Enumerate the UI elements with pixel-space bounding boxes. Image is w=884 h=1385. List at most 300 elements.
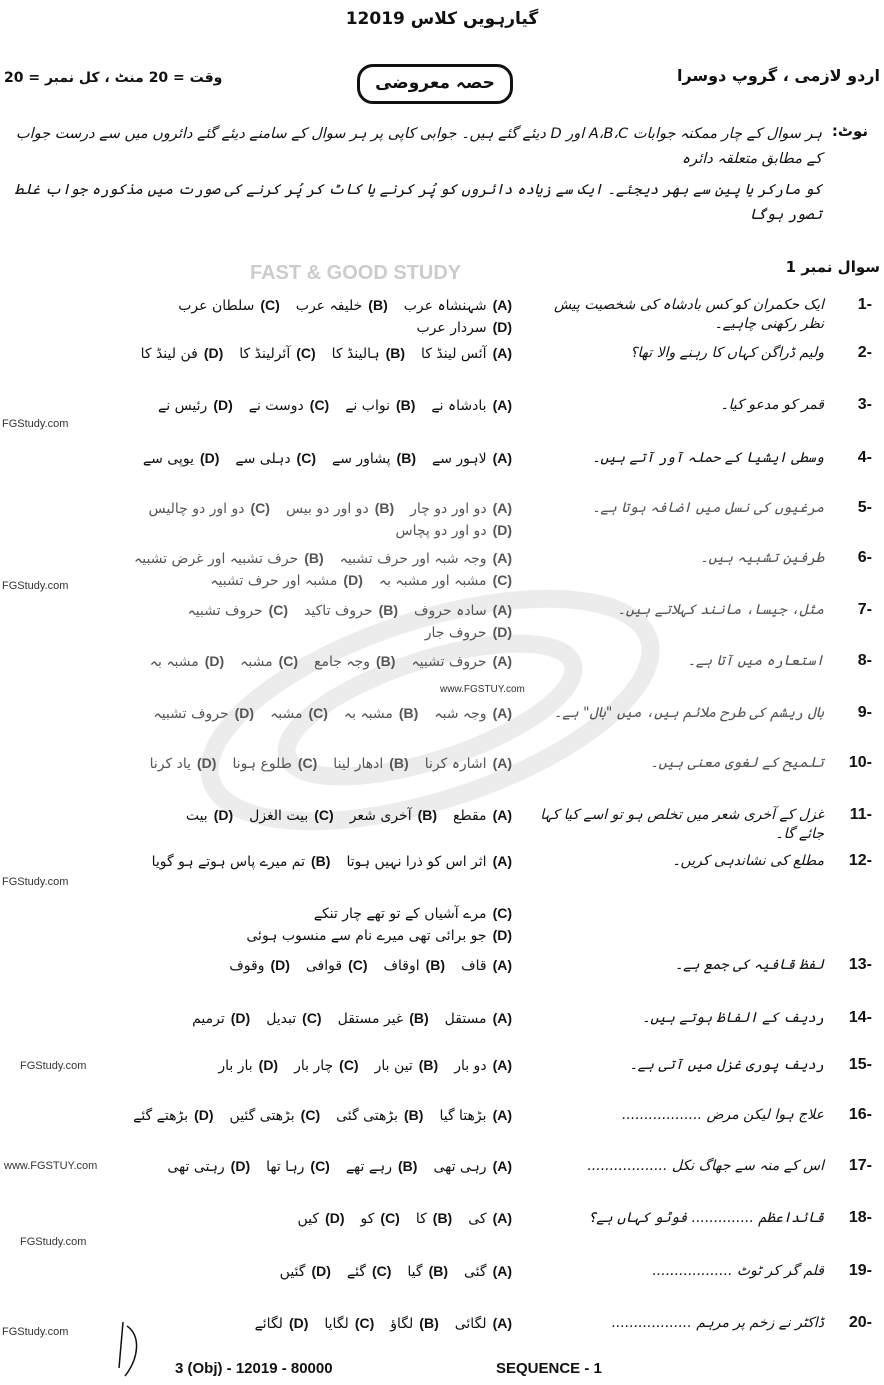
- option-label: (D): [492, 319, 512, 335]
- answer-option[interactable]: [232, 754, 317, 774]
- question-number: 5-: [857, 499, 872, 516]
- option-label: (D): [197, 755, 217, 771]
- answer-option[interactable]: [134, 549, 324, 569]
- option-label: (C): [300, 1107, 321, 1123]
- option-label: (B): [395, 397, 416, 413]
- option-text: وقوف: [229, 958, 265, 974]
- answer-option[interactable]: [298, 1209, 345, 1229]
- option-label: (A): [492, 1010, 512, 1026]
- note-block: [4, 122, 822, 228]
- question-text: ردیف پوری غزل میں آتی ہے۔: [629, 1057, 824, 1073]
- watermark-text: FGStudy.com: [2, 580, 69, 592]
- option-label: (A): [492, 345, 512, 361]
- answer-option[interactable]: [229, 956, 290, 976]
- question-heading: سوال نمبر 1: [785, 258, 880, 276]
- answer-option[interactable]: [346, 1157, 418, 1177]
- time-marks: وقت = 20 منٹ ، کل نمبر = 20: [4, 70, 223, 86]
- option-label: (B): [368, 297, 388, 313]
- page-title: گیارہویں کلاس 12019: [345, 9, 539, 29]
- option-label: (D): [194, 1107, 214, 1123]
- answer-option[interactable]: [266, 1009, 321, 1029]
- question-text: اس کے منہ سے جھاگ نکل ..................: [587, 1158, 824, 1174]
- answer-option[interactable]: [345, 396, 415, 416]
- answer-option[interactable]: [414, 601, 512, 621]
- options-group: [110, 549, 512, 591]
- option-text: چار بار: [294, 1058, 334, 1074]
- answer-option[interactable]: [332, 449, 416, 469]
- answer-option[interactable]: [340, 549, 512, 569]
- option-label: (D): [203, 345, 224, 361]
- option-text: بیت: [185, 808, 208, 824]
- option-text: کی: [468, 1211, 487, 1227]
- option-text: مقطع: [453, 808, 487, 824]
- answer-option[interactable]: [286, 499, 394, 519]
- note-line-2: کو مارکر یا پین سے بھر دیجئے۔ ایک سے زیادہ دائروں کو پُر کرنے یا کاٹ کر پُر کرنے کی صورت میں مذکورہ جواب غلط تصور ہوگا: [14, 182, 822, 223]
- answer-option[interactable]: [410, 499, 512, 519]
- question-number: 1-: [857, 296, 872, 313]
- question-number: 13-: [848, 956, 872, 973]
- option-text: دو اور دو بیس: [285, 501, 369, 517]
- option-text: حروف تشبیہ: [411, 654, 487, 670]
- answer-option[interactable]: [396, 521, 512, 541]
- options-group: [110, 449, 512, 469]
- question-number: 9-: [857, 704, 872, 721]
- option-label: (C): [268, 602, 289, 618]
- option-label: (B): [419, 1315, 439, 1331]
- option-text: بار بار: [218, 1058, 253, 1074]
- answer-option[interactable]: [235, 449, 316, 469]
- option-label: (A): [492, 1107, 512, 1123]
- option-label: (D): [230, 1158, 251, 1174]
- answer-option[interactable]: [411, 652, 512, 672]
- option-label: (D): [311, 1263, 331, 1279]
- option-label: (D): [199, 450, 220, 466]
- option-text: غیر مستقل: [337, 1011, 404, 1027]
- answer-option[interactable]: [417, 318, 513, 338]
- note-line-1: ہر سوال کے چار ممکنہ جوابات A،B،C اور D دیئے گئے ہیں۔ جوابی کاپی پر ہر سوال کے سامنے دیئے گئے دائروں میں سے درست جواب کے مطابق متعلقہ دائرہ: [16, 126, 822, 167]
- option-text: نواب نے: [345, 398, 390, 414]
- answer-option[interactable]: [306, 956, 368, 976]
- question-text: تلمیح کے لغوی معنی ہیں۔: [650, 755, 824, 771]
- note-label: نوٹ:: [831, 122, 868, 140]
- answer-option[interactable]: [425, 623, 512, 643]
- answer-option[interactable]: [304, 601, 398, 621]
- options-group: [110, 396, 512, 416]
- option-text: اشارہ کرنا: [424, 756, 487, 772]
- option-text: یاد کرنا: [149, 756, 191, 772]
- option-text: دو بار: [454, 1058, 487, 1074]
- watermark-text: www.FGSTUY.com: [4, 1160, 98, 1172]
- paper-code: 3 (Obj) - 12019 - 80000: [175, 1360, 333, 1377]
- answer-option[interactable]: [431, 396, 512, 416]
- option-label: (D): [343, 572, 363, 588]
- answer-option[interactable]: [361, 1209, 400, 1229]
- question-number: 19-: [848, 1262, 872, 1279]
- watermark-text: FGStudy.com: [20, 1060, 87, 1072]
- subject-group: اردو لازمی ، گروپ دوسرا: [676, 66, 880, 85]
- answer-option[interactable]: [186, 806, 233, 826]
- option-text: مشبہ: [240, 654, 273, 670]
- option-label: (B): [375, 653, 396, 669]
- option-text: مشبہ اور حرف تشبیہ: [210, 573, 338, 589]
- option-text: دو اور دو پچاس: [395, 523, 487, 539]
- answer-option[interactable]: [246, 926, 512, 946]
- answer-option[interactable]: [425, 754, 512, 774]
- answer-option[interactable]: [294, 1056, 359, 1076]
- answer-option[interactable]: [421, 344, 512, 364]
- question-text: لفظ قافیہ کی جمع ہے۔: [674, 957, 824, 973]
- option-text: مرے آشیاں کے تو تھے چار تنکے: [313, 906, 487, 922]
- watermark-tagline: FAST & GOOD STUDY: [250, 262, 462, 284]
- answer-option[interactable]: [350, 806, 437, 826]
- option-text: تین بار: [374, 1058, 413, 1074]
- option-text: ہالینڈ کا: [331, 346, 380, 362]
- answer-option[interactable]: [239, 344, 315, 364]
- option-text: وجہ شبہ اور حرف تشبیہ: [339, 551, 487, 567]
- answer-option[interactable]: [314, 652, 395, 672]
- option-text: بادشاہ نے: [431, 398, 487, 414]
- answer-option[interactable]: [266, 1157, 330, 1177]
- option-label: (D): [204, 653, 225, 669]
- answer-option[interactable]: [338, 1009, 429, 1029]
- option-label: (A): [492, 602, 512, 618]
- answer-option[interactable]: [434, 704, 512, 724]
- option-text: آئرلینڈ کا: [239, 346, 291, 362]
- answer-option[interactable]: [150, 652, 224, 672]
- option-label: (C): [308, 705, 328, 721]
- option-text: قاف: [461, 958, 487, 974]
- option-text: رہا تھا: [266, 1159, 305, 1175]
- option-label: (D): [492, 522, 512, 538]
- option-text: وجہ شبہ: [434, 706, 487, 722]
- question-number: 20-: [848, 1314, 872, 1331]
- option-label: (A): [492, 1263, 512, 1279]
- answer-option[interactable]: [324, 1314, 374, 1334]
- option-label: (A): [492, 755, 512, 771]
- option-label: (A): [492, 450, 512, 466]
- option-label: (A): [492, 1158, 512, 1174]
- option-text: دہلی سے: [235, 451, 291, 467]
- option-label: (A): [492, 297, 512, 313]
- option-label: (B): [304, 550, 324, 566]
- option-text: دوست نے: [248, 398, 304, 414]
- option-text: لگائے: [254, 1316, 283, 1332]
- answer-option[interactable]: [230, 1106, 321, 1126]
- option-text: مشبہ: [270, 706, 303, 722]
- option-label: (B): [428, 1263, 448, 1279]
- option-text: خلیفہ عرب: [295, 298, 363, 314]
- question-text: بال ریشم کی طرح ملائم ہیں، میں "بال" ہے۔: [554, 705, 824, 721]
- option-label: (A): [492, 653, 512, 669]
- options-group: [110, 956, 512, 976]
- watermark-text: FGStudy.com: [2, 876, 69, 888]
- answer-option[interactable]: [178, 296, 280, 316]
- option-text: بیت الغزل: [249, 808, 309, 824]
- option-label: (B): [389, 755, 409, 771]
- answer-option[interactable]: [433, 1157, 512, 1177]
- answer-option[interactable]: [255, 1314, 309, 1334]
- answer-option[interactable]: [344, 704, 418, 724]
- option-text: شہنشاہ عرب: [403, 298, 487, 314]
- answer-option[interactable]: [336, 1106, 423, 1126]
- question-text: قمر کو مدعو کیا۔: [720, 397, 824, 413]
- option-label: (D): [234, 705, 255, 721]
- options-group: [110, 904, 512, 946]
- answer-option[interactable]: [153, 704, 254, 724]
- answer-option[interactable]: [347, 1262, 392, 1282]
- question-text: مرغیوں کی نسل میں اضافہ ہوتا ہے۔: [592, 500, 824, 516]
- option-label: (A): [492, 1057, 512, 1073]
- options-group: [110, 296, 512, 338]
- watermark-text: FGStudy.com: [2, 1326, 69, 1338]
- option-text: بڑھتا گیا: [439, 1108, 487, 1124]
- answer-option[interactable]: [187, 601, 288, 621]
- option-label: (B): [417, 807, 438, 823]
- option-text: گئے: [346, 1264, 366, 1280]
- options-group: [110, 601, 512, 643]
- watermark-text: FGStudy.com: [20, 1236, 87, 1248]
- answer-option[interactable]: [379, 571, 512, 591]
- option-label: (B): [398, 705, 419, 721]
- question-text: مثل، جیسا، مانند کہلاتے ہیں۔: [617, 602, 824, 618]
- options-group: [110, 704, 512, 724]
- question-number: 4-: [857, 449, 872, 466]
- question-text: مطلع کی نشاندہی کریں۔: [672, 853, 824, 869]
- options-group: [110, 1262, 512, 1282]
- answer-option[interactable]: [346, 852, 512, 872]
- option-text: اثر اس کو ذرا نہیں ہوتا: [346, 854, 487, 870]
- option-label: (C): [310, 1158, 330, 1174]
- option-text: قوافی: [305, 958, 343, 974]
- answer-option[interactable]: [150, 754, 217, 774]
- answer-option[interactable]: [407, 1262, 448, 1282]
- options-group: [110, 499, 512, 541]
- answer-option[interactable]: [445, 1009, 512, 1029]
- option-label: (B): [398, 1158, 418, 1174]
- option-label: (A): [492, 807, 512, 823]
- option-text: لگائی: [454, 1316, 487, 1332]
- option-label: (B): [418, 1057, 439, 1073]
- option-label: (D): [258, 1057, 279, 1073]
- options-group: [110, 806, 512, 826]
- option-label: (B): [385, 345, 406, 361]
- question-number: 15-: [848, 1056, 872, 1073]
- option-text: مشبہ بہ: [343, 706, 393, 722]
- option-label: (C): [296, 345, 316, 361]
- answer-option[interactable]: [454, 1056, 512, 1076]
- option-label: (C): [492, 905, 512, 921]
- option-text: رہی تھی: [433, 1159, 487, 1175]
- answer-option[interactable]: [133, 1106, 213, 1126]
- option-text: رہے تھے: [345, 1159, 393, 1175]
- option-text: بڑھتی گئی: [336, 1108, 399, 1124]
- option-label: (A): [492, 500, 512, 516]
- option-text: تبدیل: [266, 1011, 297, 1027]
- option-text: کیں: [297, 1211, 320, 1227]
- options-group: [110, 1106, 512, 1126]
- answer-option[interactable]: [210, 571, 363, 591]
- option-text: ادھار لینا: [333, 756, 384, 772]
- answer-option[interactable]: [453, 806, 512, 826]
- option-text: وجہ جامع: [314, 654, 370, 670]
- option-text: کو: [360, 1211, 375, 1227]
- option-label: (C): [371, 1263, 392, 1279]
- question-text: ایک حکمران کو کس بادشاہ کی شخصیت پیش نظر رکھنی چاہیے۔: [553, 297, 824, 332]
- question-number: 8-: [857, 652, 872, 669]
- options-group: [110, 1009, 512, 1029]
- answer-option[interactable]: [141, 344, 224, 364]
- answer-option[interactable]: [218, 1056, 278, 1076]
- option-label: (C): [302, 1010, 322, 1026]
- question-number: 16-: [848, 1106, 872, 1123]
- option-label: (B): [374, 500, 395, 516]
- option-text: مشبہ اور مشبہ بہ: [378, 573, 487, 589]
- question-number: 7-: [857, 601, 872, 618]
- question-number: 2-: [857, 344, 872, 361]
- option-text: کا: [415, 1211, 427, 1227]
- option-text: حرف تشبیہ اور غرض تشبیہ: [134, 551, 299, 567]
- answer-option[interactable]: [249, 806, 334, 826]
- question-number: 11-: [849, 806, 872, 823]
- options-group: [110, 652, 512, 672]
- option-label: (C): [314, 807, 334, 823]
- option-text: دو اور دو چار: [410, 501, 487, 517]
- answer-option[interactable]: [461, 956, 512, 976]
- option-label: (C): [309, 397, 330, 413]
- option-label: (C): [250, 500, 270, 516]
- question-text: استعارہ میں آتا ہے۔: [687, 653, 824, 669]
- option-label: (B): [409, 1010, 429, 1026]
- option-label: (C): [278, 653, 299, 669]
- answer-option[interactable]: [332, 344, 405, 364]
- option-text: سادہ حروف: [414, 603, 487, 619]
- answer-option[interactable]: [240, 652, 298, 672]
- signature-mark: [115, 1318, 145, 1378]
- answer-option[interactable]: [416, 1209, 452, 1229]
- option-text: گئیں: [279, 1264, 306, 1280]
- answer-option[interactable]: [375, 1056, 439, 1076]
- option-label: (B): [425, 957, 446, 973]
- answer-option[interactable]: [468, 1209, 512, 1229]
- option-text: گئی: [464, 1264, 487, 1280]
- watermark-text: FGStudy.com: [2, 418, 69, 430]
- option-label: (A): [492, 853, 512, 869]
- question-text: ردیف کے الفاظ ہوتے ہیں۔: [642, 1010, 824, 1026]
- answer-option[interactable]: [143, 449, 220, 469]
- option-label: (D): [230, 1010, 251, 1026]
- answer-option[interactable]: [270, 704, 328, 724]
- question-text: ڈاکٹر نے زخم پر مرہم ..................: [611, 1315, 824, 1331]
- question-text: ولیم ڈراگن کہاں کا رہنے والا تھا؟: [630, 345, 824, 361]
- answer-option[interactable]: [149, 499, 270, 519]
- option-label: (B): [396, 450, 416, 466]
- answer-option[interactable]: [296, 296, 388, 316]
- option-text: طلوع ہونا: [232, 756, 292, 772]
- sequence-label: SEQUENCE - 1: [496, 1360, 602, 1377]
- option-text: بڑھتی گئیں: [229, 1108, 295, 1124]
- option-label: (B): [404, 1107, 424, 1123]
- option-text: اوقاف: [383, 958, 420, 974]
- answer-option[interactable]: [314, 904, 512, 924]
- option-label: (D): [492, 624, 512, 640]
- option-text: مستقل: [444, 1011, 487, 1027]
- option-text: حروف تاکید: [304, 603, 373, 619]
- answer-option[interactable]: [192, 1009, 250, 1029]
- question-text: وسطی ایشیا کے حملہ آور آتے ہیں۔: [592, 450, 824, 466]
- option-label: (D): [288, 1315, 309, 1331]
- option-label: (B): [432, 1210, 453, 1226]
- question-number: 14-: [848, 1009, 872, 1026]
- option-text: تم میرے پاس ہوتے ہو گویا: [151, 854, 306, 870]
- option-label: (C): [260, 297, 280, 313]
- option-label: (A): [492, 550, 512, 566]
- question-text: قائداعظم .............. فوٹو کہاں ہے؟: [588, 1210, 824, 1226]
- options-group: [110, 1314, 512, 1334]
- options-group: [110, 754, 512, 774]
- question-text: علاج ہوا لیکن مرض ..................: [621, 1107, 824, 1123]
- answer-option[interactable]: [152, 852, 331, 872]
- option-label: (B): [378, 602, 399, 618]
- options-group: [110, 1056, 512, 1076]
- option-text: گیا: [407, 1264, 423, 1280]
- watermark-text: www.FGSTUY.com: [440, 684, 525, 695]
- option-label: (D): [270, 957, 290, 973]
- options-group: [110, 1209, 512, 1229]
- option-label: (D): [213, 397, 233, 413]
- section-badge: حصہ معروضی: [357, 64, 513, 104]
- question-text: طرفین تشبیہ ہیں۔: [700, 550, 824, 566]
- option-text: حروف جار: [424, 625, 487, 641]
- option-label: (C): [339, 1057, 359, 1073]
- option-text: رئیس نے: [158, 398, 208, 414]
- option-text: ترمیم: [192, 1011, 225, 1027]
- answer-option[interactable]: [432, 449, 512, 469]
- answer-option[interactable]: [280, 1262, 331, 1282]
- answer-option[interactable]: [384, 956, 446, 976]
- options-group: [110, 852, 512, 872]
- option-label: (C): [297, 755, 318, 771]
- answer-option[interactable]: [333, 754, 408, 774]
- option-text: حروف تشبیہ: [187, 603, 263, 619]
- option-label: (D): [213, 807, 234, 823]
- answer-option[interactable]: [158, 396, 233, 416]
- option-label: (C): [354, 1315, 375, 1331]
- option-text: بڑھتے گئے: [133, 1108, 189, 1124]
- option-text: یوپی سے: [142, 451, 194, 467]
- answer-option[interactable]: [167, 1157, 250, 1177]
- answer-option[interactable]: [455, 1314, 512, 1334]
- option-text: فن لینڈ کا: [140, 346, 198, 362]
- option-text: لگایا: [324, 1316, 349, 1332]
- answer-option[interactable]: [404, 296, 512, 316]
- options-group: [110, 344, 512, 364]
- option-label: (D): [492, 927, 512, 943]
- answer-option[interactable]: [390, 1314, 438, 1334]
- answer-option[interactable]: [249, 396, 329, 416]
- option-label: (C): [380, 1210, 400, 1226]
- option-label: (A): [492, 705, 512, 721]
- option-text: سردار عرب: [416, 320, 487, 336]
- question-text: قلم گر کر ٹوٹ ..................: [652, 1263, 824, 1279]
- answer-option[interactable]: [439, 1106, 512, 1126]
- option-text: جو برائی تھی میرے نام سے منسوب ہوئی: [246, 928, 487, 944]
- answer-option[interactable]: [464, 1262, 512, 1282]
- option-text: لاہور سے: [431, 451, 487, 467]
- option-label: (A): [492, 957, 512, 973]
- option-text: دو اور دو چالیس: [148, 501, 245, 517]
- option-label: (C): [296, 450, 316, 466]
- option-text: پشاور سے: [331, 451, 391, 467]
